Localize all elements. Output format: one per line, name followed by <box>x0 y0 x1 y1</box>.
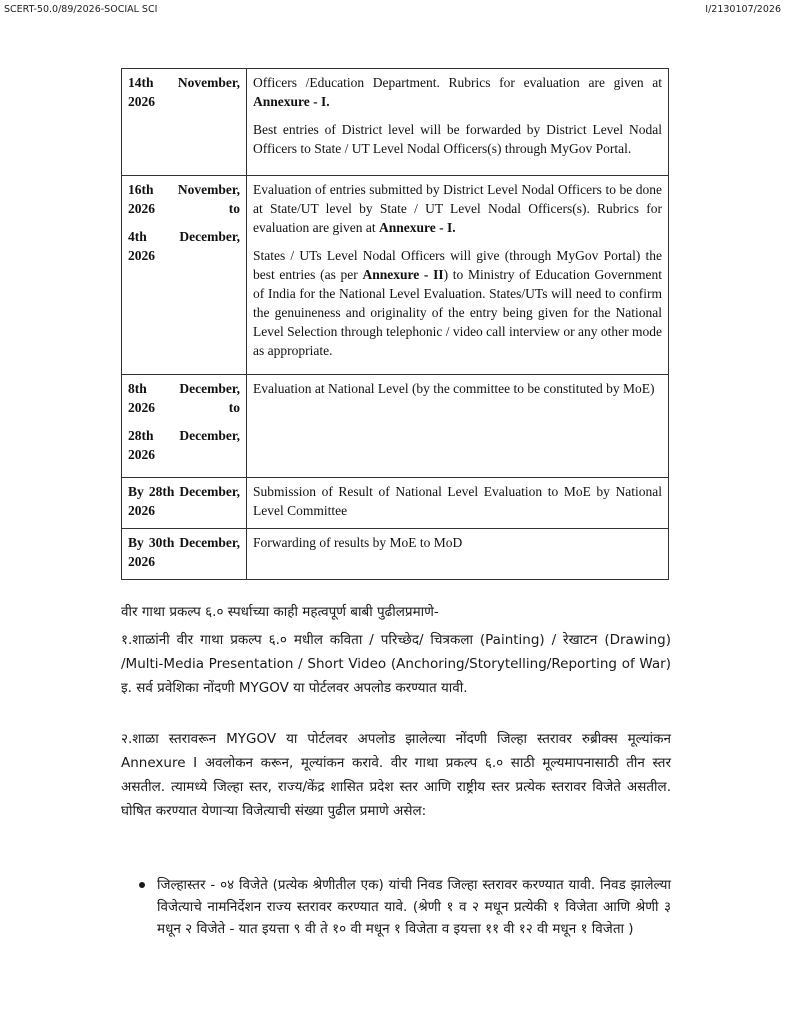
table-row <box>122 478 669 529</box>
annexure-ref: Annexure - I. <box>253 94 330 109</box>
list-item-text: जिल्हास्तर - ०४ विजेते (प्रत्येक श्रेणीतील एक) यांची निवड जिल्हा स्तरावर करण्यात यावी. निवड झालेल्या विजेत्याचे नामनिर्देशन राज्य स्तरावर करण्यात यावे. (श्रेणी १ व २ मधून प्रत्येकी १ विजेता आणि श्रेणी ३ मधून २ विजेते - यात इयत्ता ९ वी ते १० वी मधून १ विजेता व इयत्ता ११ वी १२ वी मधून १ विजेता ) <box>157 877 671 937</box>
annexure-ref: Annexure - II <box>362 267 444 282</box>
description-text: Officers /Education Department. Rubrics for evaluation are given at Annexure - I. <box>253 75 662 109</box>
table-row <box>122 69 669 176</box>
paragraph-2: २.शाळा स्तरावरून MYGOV या पोर्टलवर अपलोड झालेल्या नोंदणी जिल्हा स्तरावर रुब्रीक्स मूल्यांकन Annexure I अवलोकन करून, मूल्यांकन करावे. वीर गाथा प्रकल्प ६.० साठी मूल्यमापनासाठी तीन स्तर असतील. त्यामध्ये जिल्हा स्तर, राज्य/केंद्र शासित प्रदेश स्तर आणि राष्ट्रीय स्तर प्रत्येक स्तरावर विजेते असतील. घोषित करण्यात येणाऱ्या विजेत्याची संख्या पुढील प्रमाणे असेल: <box>121 731 671 819</box>
date-cell <box>122 478 247 529</box>
table-row <box>122 176 669 375</box>
date-line: 28th December, 2026 <box>128 428 240 462</box>
date-line: 8th December, 2026 to <box>128 381 240 415</box>
date-cell <box>122 529 247 580</box>
description-text: Evaluation of entries submitted by District Level Nodal Officers to be done at State/UT level by State / UT Level Nodal Officers(s). Rubrics for evaluation are given at Annexure - I. <box>253 182 662 235</box>
annexure-ref: Annexure - I. <box>378 220 456 235</box>
date-line: By 30th December, 2026 <box>128 535 240 569</box>
date-cell <box>122 69 247 176</box>
date-cell <box>122 375 247 478</box>
winner-list <box>121 874 671 940</box>
date-cell <box>122 176 247 375</box>
date-line: 4th December, 2026 <box>128 229 240 263</box>
table-row <box>122 375 669 478</box>
description-cell <box>247 176 669 375</box>
bullet-icon <box>139 882 145 888</box>
description-text: Forwarding of results by MoE to MoD <box>253 535 463 550</box>
date-line: By 28th December, 2026 <box>128 484 240 518</box>
description-cell <box>247 375 669 478</box>
doc-reference-right: I/2130107/2026 <box>705 4 781 15</box>
description-cell <box>247 529 669 580</box>
section-heading: वीर गाथा प्रकल्प ६.० स्पर्धाच्या काही महत्वपूर्ण बाबी पुढीलप्रमाणे- <box>121 604 439 620</box>
paragraph-1: १.शाळांनी वीर गाथा प्रकल्प ६.० मधील कविता / परिच्छेद/ चित्रकला (Painting) / रेखाटन (Drawing) /Multi-Media Presentation / Short Video (Anchoring/Storytelling/Reporting of War) इ. सर्व प्रवेशिका नोंदणी MYGOV या पोर्टलवर अपलोड करण्यात यावी. <box>121 632 671 696</box>
schedule-table <box>121 68 669 580</box>
description-text: Evaluation at National Level (by the committee to be constituted by MoE) <box>253 381 655 396</box>
description-cell <box>247 69 669 176</box>
description-text: Best entries of District level will be forwarded by District Level Nodal Officers to State / UT Level Nodal Officers(s) through MyGov Portal. <box>253 122 662 156</box>
description-cell <box>247 478 669 529</box>
table-row <box>122 529 669 580</box>
date-line: 14th November, 2026 <box>128 75 240 109</box>
doc-reference-left: SCERT-50.0/89/2026-SOCIAL SCI <box>4 4 158 15</box>
description-text: States / UTs Level Nodal Officers will give (through MyGov Portal) the best entries (as per Annexure - II) to Ministry of Education Government of India for the National Level Evaluation. States/UTs will need to confirm the genuineness and originality of the entry being given for the National Level Selection through telephonic / video call interview or any other mode as appropriate. <box>253 248 662 358</box>
date-line: 16th November, 2026 to <box>128 182 240 216</box>
description-text: Submission of Result of National Level Evaluation to MoE by National Level Committee <box>253 484 662 518</box>
list-item <box>121 874 671 940</box>
